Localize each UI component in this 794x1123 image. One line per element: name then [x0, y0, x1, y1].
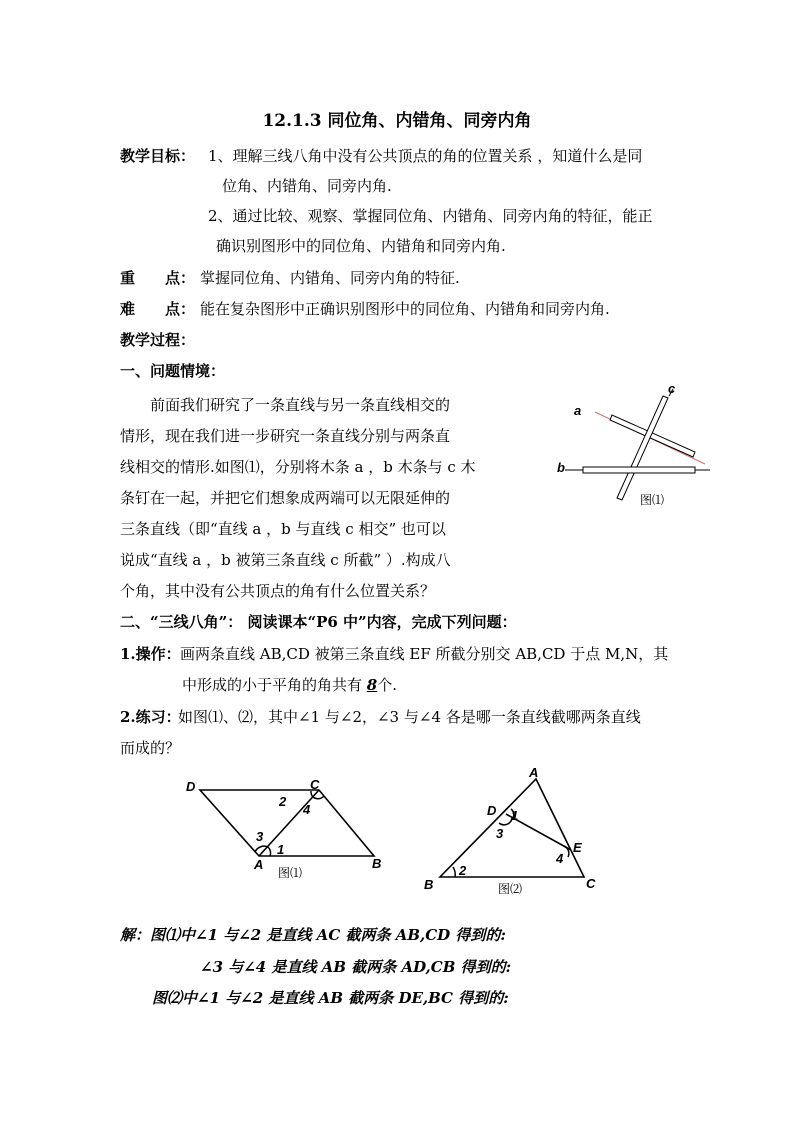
exercise-label: 2.练习：	[120, 708, 181, 726]
angle-label-4: 4	[556, 851, 564, 866]
solution-line-2: ∠3 与∠4 是直线 AB 截两条 AD,CB 得到的:	[200, 958, 512, 976]
angle-label-3: 3	[496, 826, 504, 841]
angle-label-2: 2	[279, 794, 287, 809]
key-point-text: 掌握同位角、内错角、同旁内角的特征.	[200, 269, 460, 287]
section1-line-6: 说成“直线 a ，b 被第三条直线 c 所截” ）.构成八	[120, 551, 451, 569]
angle-2-arc	[453, 867, 455, 877]
figure-1-caption: 图⑴	[278, 866, 303, 880]
section1-line-5: 三条直线（即“直线 a ，b 与直线 c 相交” 也可以	[120, 520, 446, 538]
section1-line-3: 线相交的情形.如图⑴，分别将木条 a ，b 木条与 c 木	[120, 458, 476, 476]
section2-heading: 二、“三线八角”： 阅读课本“P6 中”内容，完成下列问题：	[120, 613, 517, 631]
wood-sticks-figure	[555, 380, 715, 510]
label-D: D	[487, 803, 497, 818]
label-a: a	[574, 403, 582, 418]
section1-line-2: 情形，现在我们进一步研究一条直线分别与两条直	[120, 427, 451, 445]
figure-caption: 图⑴	[640, 493, 665, 507]
angle-label-1: 1	[511, 808, 519, 823]
section1-heading: 一、问题情境：	[120, 362, 226, 380]
label-B: B	[424, 877, 434, 892]
objective-1-line-2: 位角、内错角、同旁内角.	[222, 177, 392, 195]
solution-line-1: 解：图⑴中∠1 与∠2 是直线 AC 截两条 AB,CD 得到的:	[120, 926, 506, 944]
objective-1-line-1: 1、理解三线八角中没有公共顶点的角的位置关系 ，知道什么是同	[208, 147, 643, 165]
label-b: b	[557, 460, 565, 475]
label-A: A	[254, 857, 264, 872]
operation-line-2-pre: 中形成的小于平角的角共有	[182, 676, 367, 694]
process-label: 教学过程：	[120, 331, 196, 349]
parallelogram-abcd	[200, 790, 374, 856]
angle-label-4: 4	[303, 802, 311, 817]
angle-1-arc	[268, 847, 271, 856]
operation-answer: 8	[366, 676, 378, 694]
label-c: c	[668, 381, 676, 396]
figure-1-parallelogram	[180, 775, 400, 885]
angle-label-3: 3	[256, 829, 264, 844]
difficulty-text: 能在复杂图形中正确识别图形中的同位角、内错角和同旁内角.	[200, 300, 610, 318]
objectives-label: 教学目标：	[120, 147, 196, 165]
exercise-line-1: 如图⑴、⑵，其中∠1 与∠2，∠3 与∠4 各是哪一条直线截哪两条直线	[178, 708, 641, 726]
label-B: B	[372, 856, 382, 871]
operation-label: 1.操作：	[120, 645, 181, 663]
label-C: C	[310, 777, 320, 792]
difficulty-label: 难 点：	[120, 300, 196, 318]
angle-label-1: 1	[277, 842, 285, 857]
figure-2-triangle	[420, 760, 610, 895]
stick-c	[617, 396, 668, 500]
exercise-line-2: 而成的？	[120, 739, 181, 757]
solution-line-3: 图⑵中∠1 与∠2 是直线 AB 截两条 DE,BC 得到的:	[152, 989, 509, 1007]
diagonal-ac	[259, 790, 319, 856]
operation-line-1: 画两条直线 AB,CD 被第三条直线 EF 所截分别交 AB,CD 于点 M,N，其	[180, 645, 669, 663]
label-C: C	[586, 876, 596, 891]
operation-line-2-post: 个.	[377, 676, 397, 694]
section1-line-4: 条钉在一起，并把它们想象成两端可以无限延伸的	[120, 489, 451, 507]
section1-line-7: 个角，其中没有公共顶点的角有什么位置关系？	[120, 582, 436, 600]
objective-2-line-1: 2、通过比较、观察、掌握同位角、内错角、同旁内角的特征，能正	[208, 207, 653, 225]
section1-line-1: 前面我们研究了一条直线与另一条直线相交的	[150, 396, 451, 414]
operation-line-2	[182, 675, 397, 695]
label-E: E	[573, 840, 582, 855]
key-point-label: 重 点：	[120, 269, 196, 287]
angle-label-2: 2	[459, 863, 467, 878]
figure-2-caption: 图⑵	[498, 882, 523, 895]
angle-4-arc	[313, 796, 324, 799]
stick-b	[583, 467, 695, 473]
page-title: 12.1.3 同位角、内错角、同旁内角	[262, 111, 532, 131]
label-A: A	[529, 765, 539, 780]
objective-2-line-2: 确识别图形中的同位角、内错角和同旁内角.	[216, 237, 506, 255]
label-D: D	[186, 779, 196, 794]
